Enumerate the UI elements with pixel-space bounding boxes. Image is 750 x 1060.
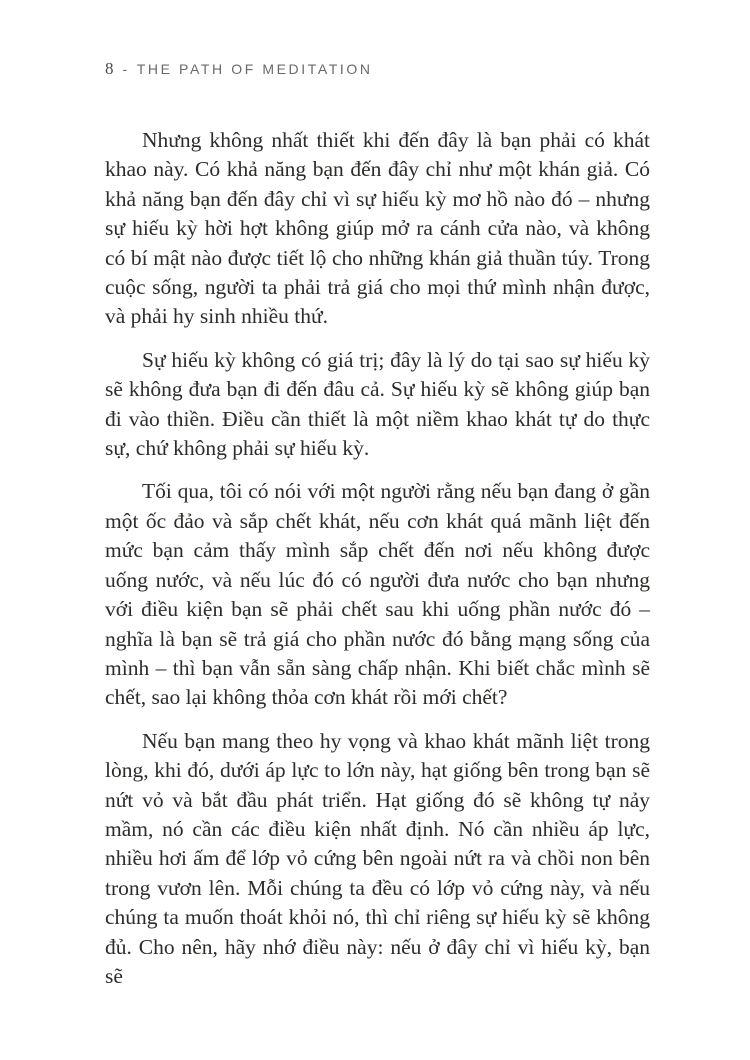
paragraph: Nếu bạn mang theo hy vọng và khao khát mãnh liệt trong lòng, khi đó, dưới áp lực to lớn này, hạt giống bên trong bạn sẽ nứt vỏ và bắt đầu phát triển. Hạt giống đó sẽ không tự nảy mầm, nó cần các điều kiện nhất định. Nó cần nhiều áp lực, nhiều hơi ấm để lớp vỏ cứng bên ngoài nứt ra và chồi non bên trong vươn lên. Mỗi chúng ta đều có lớp vỏ cứng này, và nếu chúng ta muốn thoát khỏi nó, thì chỉ riêng sự hiếu kỳ sẽ không đủ. Cho nên, hãy nhớ điều này: nếu ở đây chỉ vì hiếu kỳ, bạn sẽ	[105, 728, 650, 988]
page-number: 8	[105, 59, 114, 78]
running-header	[105, 59, 373, 79]
book-title: THE PATH OF MEDITATION	[136, 61, 373, 77]
page-body-text	[105, 126, 650, 991]
paragraph: Nhưng không nhất thiết khi đến đây là bạn phải có khát khao này. Có khả năng bạn đến đây chỉ như một khán giả. Có khả năng bạn đến đây chỉ vì sự hiếu kỳ mơ hồ nào đó – nhưng sự hiếu kỳ hời hợt không giúp mở ra cánh cửa nào, và không có bí mật nào được tiết lộ cho những khán giả thuần túy. Trong cuộc sống, người ta phải trả giá cho mọi thứ mình nhận được, và phải hy sinh nhiều thứ.	[105, 128, 650, 329]
paragraph: Sự hiếu kỳ không có giá trị; đây là lý do tại sao sự hiếu kỳ sẽ không đưa bạn đi đến đâu cả. Sự hiếu kỳ sẽ không giúp bạn đi vào thiền. Điều cần thiết là một niềm khao khát tự do thực sự, chứ không phải sự hiếu kỳ.	[105, 347, 650, 461]
paragraph: Tối qua, tôi có nói với một người rằng nếu bạn đang ở gần một ốc đảo và sắp chết khát, nếu cơn khát quá mãnh liệt đến mức bạn cảm thấy mình sắp chết đến nơi nếu không được uống nước, và nếu lúc đó có người đưa nước cho bạn nhưng với điều kiện bạn sẽ phải chết sau khi uống phần nước đó – nghĩa là bạn sẽ trả giá cho phần nước đó bằng mạng sống của mình – thì bạn vẫn sẵn sàng chấp nhận. Khi biết chắc mình sẽ chết, sao lại không thỏa cơn khát rồi mới chết?	[105, 479, 650, 710]
header-separator: -	[122, 61, 130, 77]
